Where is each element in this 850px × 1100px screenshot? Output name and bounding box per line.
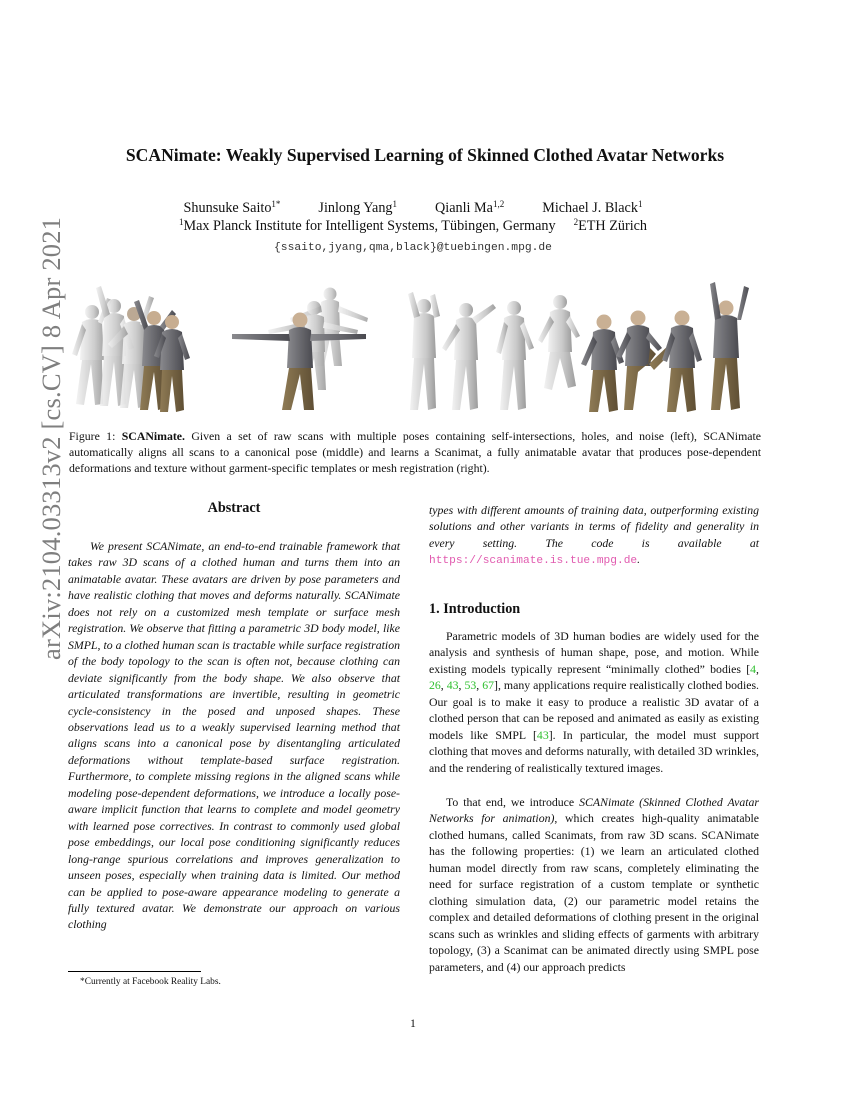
footnote: *Currently at Facebook Reality Labs.	[80, 977, 221, 987]
paper-title: SCANimate: Weakly Supervised Learning of Skinned Clothed Avatar Networks	[125, 145, 725, 165]
intro-text: Parametric models of 3D human bodies are widely used for the analysis and synthesis of human shape, pose, and motion. While existing models typically represent “minimally clothed” bodies [	[429, 629, 759, 676]
author-emails: {ssaito,jyang,qma,black}@tuebingen.mpg.de	[274, 242, 552, 254]
abstract-continuation	[429, 502, 759, 570]
canonical-scan-figure	[268, 301, 358, 390]
author-name: Michael J. Black	[542, 200, 638, 216]
intro-italic-text: SCANimate (Skinned Clothed Avatar Networks for animation)	[429, 795, 759, 826]
citation-link[interactable]: 43	[536, 727, 549, 742]
caption-text: Given a set of raw scans with multiple poses containing self-intersections, holes, and noise (left), SCANimate automatically aligns all scans to a canonical pose (middle) and learns a Scanimat, a fully animatable avatar that produces pose-dependent deformations and texture without garment-specific templates or mesh registration (right).	[69, 429, 761, 476]
arxiv-identifier-text: arXiv:2104.03313v2 [cs.CV] 8 Apr 2021	[36, 216, 66, 660]
caption-label: Figure 1:	[69, 429, 116, 443]
abstract-continuation-text: types with different amounts of training data, outperforming existing solutions and other variants in terms of fidelity and generality in every setting. The code is available at	[429, 503, 759, 550]
intro-text: To that end, we introduce	[446, 795, 580, 809]
figure-caption	[69, 428, 761, 476]
raw-scans-group	[72, 286, 190, 412]
affiliation-list	[0, 218, 826, 235]
author-affiliation-mark: 1	[637, 199, 643, 209]
author-affiliation-mark: 1*	[271, 199, 281, 209]
avatar-figure-untextured	[442, 303, 496, 410]
footnote-divider	[68, 971, 201, 972]
affiliation-mark: 2	[573, 217, 579, 227]
affiliation-mark: 1	[178, 217, 184, 227]
author	[435, 200, 504, 217]
author-affiliation-mark: 1,2	[492, 199, 505, 209]
canonical-scan-figure	[232, 313, 366, 411]
author	[318, 200, 397, 217]
caption-bold: SCANimate.	[121, 429, 185, 443]
intro-paragraph: Parametric models of 3D human bodies are widely used for the analysis and synthesis of human shape, pose, and motion. While existing models typically represent “minimally clothed” bodies [4, 26, 43, 53, 67], many applications require realistically clothed bodies. Our goal is to make it easy to produce a realistic 3D avatar of a clothed person that can be reposed and animated as easily as existing models like SMPL [43]. In particular, the model must support clothing that moves and deforms naturally, with detailed 3D wrinkles, and the rendering of realistically textured images.	[429, 629, 760, 775]
avatar-figure-untextured	[538, 295, 580, 390]
affiliation	[179, 218, 556, 235]
avatar-figure-textured	[710, 282, 749, 410]
page-number: 1	[410, 1016, 416, 1030]
author-affiliation-mark: 1	[392, 199, 398, 209]
abstract-body: We present SCANimate, an end-to-end trainable framework that takes raw 3D scans of a clothed human and turns them into an animatable avatar. These avatars are driven by pose parameters and have realistic clothing that moves and deforms naturally. SCANimate does not rely on a customized mesh template or surface mesh registration. We observe that fitting a parametric 3D body model, like SMPL, to a clothed human scan is tractable while surface registration of the body topology to the scan is often not, because clothing can deviate significantly from the body shape. We also observe that articulated transformations are invertible, resulting in geometric cycle-consistency in the posed and unposed shapes. These observations lead us to a weakly supervised learning method that aligns scans into a canonical pose by disentangling articulated deformations without template-based surface registration. Furthermore, to complete missing regions in the aligned scans while modeling pose-dependent deformations, we introduce a locally pose-aware implicit function that learns to complete and model geometry with learned pose correctives. In contrast to commonly used global pose embeddings, our local pose conditioning significantly reduces long-range spurious correlations and improves generalization to unseen poses, especially when training data is limited. Our method can be applied to pose-aware appearance modeling to generate a fully textured avatar. We demonstrate our approach on various clothing	[68, 539, 400, 932]
avatar-figure-untextured	[408, 292, 440, 410]
code-url-link[interactable]: https://scanimate.is.tue.mpg.de	[429, 555, 638, 568]
intro-text: , which creates high-quality animatable clothed humans, called Scanimats, from raw 3D scans. SCANimate has the following properties: (1) we learn an articulated clothed human model directly from raw scans, completely eliminating the need for surface registration of a custom template or synthetic clothing simulation data, (2) our parametric model retains the complex and detailed deformations of clothing present in the original scans such as wrinkles and sliding effects of garments with arbitrary topology, (3) a Scanimat can be animated directly using SMPL pose parameters, and (4) our approach predicts	[429, 811, 759, 974]
citation-link[interactable]: 43	[446, 678, 459, 693]
affiliation	[574, 218, 647, 235]
citation-link[interactable]: 4	[750, 661, 757, 676]
teaser-figure	[68, 278, 758, 418]
abstract-heading: Abstract	[207, 500, 261, 516]
author-name: Jinlong Yang	[318, 200, 393, 216]
author	[542, 200, 642, 217]
intro-text: ]. In particular, the model must support clothing that moves and deforms naturally, with detailed 3D wrinkles, and the rendering of realistically textured images.	[429, 727, 759, 775]
affiliation-name: ETH Zürich	[578, 218, 648, 234]
citation-link[interactable]: 67	[482, 678, 495, 693]
avatar-figure-textured	[581, 315, 624, 413]
section-heading: 1. Introduction	[429, 601, 521, 617]
intro-text: ], many applications require realistically clothed bodies. Our goal is to make it easy to produce a realistic 3D avatar of a clothed person that can be reposed and animated as easily as existing models like SMPL [	[429, 678, 760, 742]
intro-paragraph	[429, 794, 759, 975]
avatar-figure-untextured	[496, 301, 534, 410]
citation-link[interactable]: 53	[464, 678, 477, 693]
avatar-figure-textured	[662, 311, 702, 413]
canonical-scans-group	[232, 288, 368, 411]
affiliation-name: Max Planck Institute for Intelligent Systems, Tübingen, Germany	[183, 218, 556, 234]
animated-avatars-group	[408, 282, 749, 412]
author-name: Qianli Ma	[435, 200, 493, 216]
author	[184, 200, 281, 217]
author-name: Shunsuke Saito	[183, 200, 272, 216]
author-list	[0, 200, 826, 217]
abstract-continuation-end: .	[637, 552, 641, 567]
citation-link[interactable]: 26	[429, 678, 441, 693]
